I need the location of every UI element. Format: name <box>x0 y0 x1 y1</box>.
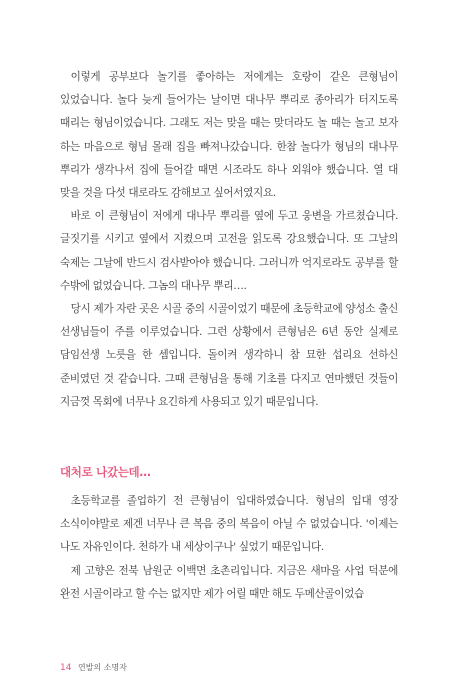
book-title: 연발의 소명자 <box>78 663 127 672</box>
paragraph: 이렇게 공부보다 놀기를 좋아하는 저에게는 호랑이 같은 큰형님이 있었습니다. 놀다 늦게 들어가는 날이면 대나무 뿌리로 종아리가 터지도록 때리는 형님이었습니다. 그래도 저는 맞을 때는 맞더라도 놀 때는 놀고 보자 하는 마음으로 형님 몰래 집을 빠져나갔습니다. 한참 놀다가 형님의 대나무 뿌리가 생각나서 집에 들어갈 때면 시조라도 하나 외워야 했습니다. 열 대 맞을 것을 다섯 대로라도 감해보고 싶어서였지요. <box>60 71 398 200</box>
paragraph: 제 고향은 전북 남원군 이백면 초촌리입니다. 지금은 새마을 사업 덕분에 완전 시골이라고 할 수는 없지만 제가 어릴 때만 해도 두메산골이었습 <box>60 564 398 600</box>
page-footer <box>60 662 127 673</box>
body-text-section-2 <box>60 490 398 606</box>
page-number: 14 <box>60 663 72 673</box>
body-text-section-1 <box>60 66 398 414</box>
paragraph: 초등학교를 졸업하기 전 큰형님이 입대하였습니다. 형님의 입대 영장 소식이야말로 제겐 너무나 큰 복음 중의 복음이 아닐 수 없었습니다. '이제는 나도 자유인이다. 천하가 내 세상이구나' 싶었기 때문입니다. <box>60 495 398 554</box>
paragraph: 당시 제가 자란 곳은 시골 중의 시골이었기 때문에 초등학교에 양성소 출신 선생님들이 주를 이루었습니다. 그런 상황에서 큰형님은 6년 동안 실제로 담임선생 노릇을 한 셈입니다. 돌이켜 생각하니 참 묘한 섭리요 선하신 준비였던 것 같습니다. 그때 큰형님을 통해 기초를 다지고 연마했던 것들이 지금껏 목회에 너무나 요긴하게 사용되고 있기 때문입니다. <box>60 303 398 408</box>
paragraph: 바로 이 큰형님이 저에게 대나무 뿌리를 옆에 두고 웅변을 가르쳤습니다. 글짓기를 시키고 옆에서 지켰으며 고전을 읽도록 강요했습니다. 또 그날의 숙제는 그날에 반드시 검사받아야 했습니다. 그러니까 억지로라도 공부를 할 수밖에 없었습니다. 그놈의 대나무 뿌리…. <box>60 210 398 292</box>
section-heading: 대처로 나갔는데… <box>60 465 151 479</box>
